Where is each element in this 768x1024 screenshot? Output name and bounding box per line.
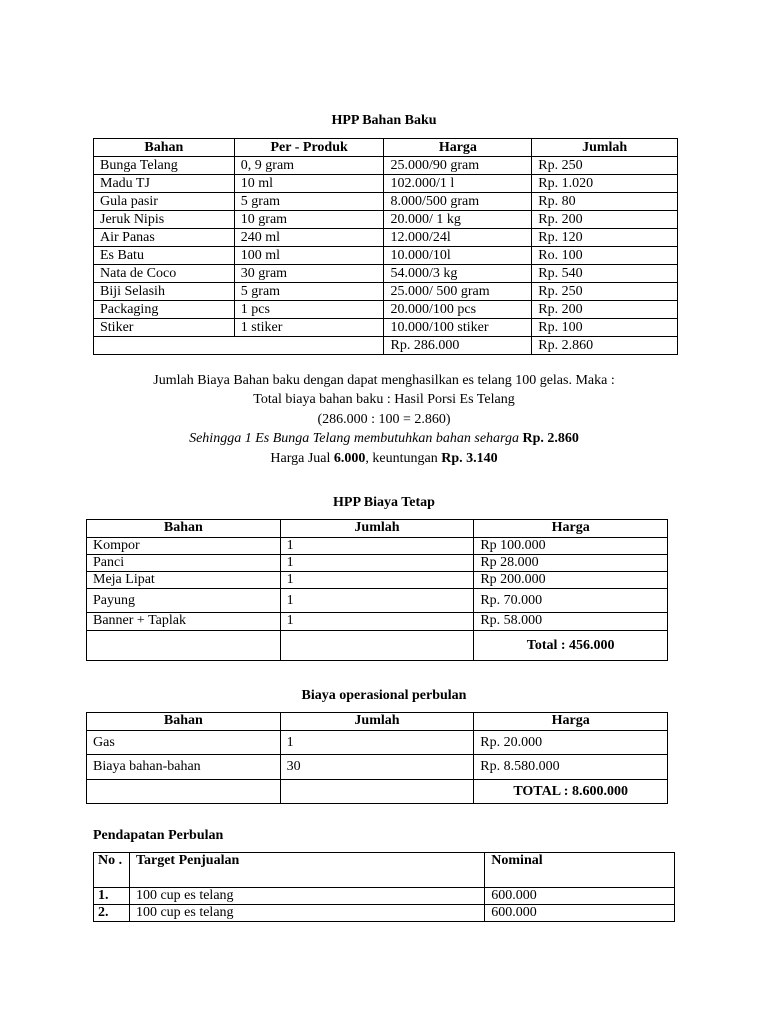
pendapatan-table	[93, 852, 675, 922]
biaya-operasional-table	[86, 712, 668, 804]
cell-harga: Rp. 20.000	[474, 731, 668, 755]
total-harga: Rp. 286.000	[384, 337, 532, 355]
column-header-no: No .	[94, 853, 130, 888]
cell-harga: 25.000/ 500 gram	[384, 283, 532, 301]
table-row	[87, 555, 668, 572]
table-row	[94, 319, 678, 337]
biaya-operasional-title: Biaya operasional perbulan	[301, 688, 467, 703]
cell-bahan: Gula pasir	[94, 193, 235, 211]
table-row	[94, 905, 675, 922]
cell-bahan: Jeruk Nipis	[94, 211, 235, 229]
cell-jumlah: 1	[280, 613, 474, 631]
table-total-row	[87, 780, 668, 804]
keuntungan-label: , keuntungan	[365, 451, 442, 466]
cell-jumlah: Rp. 100	[532, 319, 678, 337]
table-row	[94, 229, 678, 247]
cell-per-produk: 5 gram	[234, 283, 384, 301]
cell-harga: Rp 100.000	[474, 538, 668, 555]
table-total-row	[94, 337, 678, 355]
cell-harga: Rp. 58.000	[474, 613, 668, 631]
cell-jumlah: Rp. 120	[532, 229, 678, 247]
cell-per-produk: 10 gram	[234, 211, 384, 229]
table-row	[87, 755, 668, 780]
hpp-bahan-baku-title: HPP Bahan Baku	[331, 113, 437, 128]
column-header: Bahan	[87, 713, 281, 731]
column-header: Jumlah	[280, 520, 474, 538]
cell-jumlah: Rp. 540	[532, 265, 678, 283]
total-value: TOTAL : 8.600.000	[474, 780, 668, 804]
cell-nominal: 600.000	[485, 888, 675, 905]
cell-jumlah: 1	[280, 572, 474, 589]
cell-harga: 25.000/90 gram	[384, 157, 532, 175]
table-row	[87, 589, 668, 613]
cell-jumlah: 1	[280, 589, 474, 613]
pendapatan-title: Pendapatan Perbulan	[93, 828, 224, 843]
table-row	[94, 283, 678, 301]
cell-bahan: Payung	[87, 589, 281, 613]
cell-harga: 20.000/ 1 kg	[384, 211, 532, 229]
cell-harga: 10.000/10l	[384, 247, 532, 265]
cell-per-produk: 1 pcs	[234, 301, 384, 319]
table-row	[94, 193, 678, 211]
table-header-row	[94, 853, 675, 888]
total-jumlah: Rp. 2.860	[532, 337, 678, 355]
explanation-line-3: (286.000 : 100 = 2.860)	[317, 412, 451, 427]
cell-harga: 54.000/3 kg	[384, 265, 532, 283]
column-header: Bahan	[94, 139, 235, 157]
explanation-line-2: Total biaya bahan baku : Hasil Porsi Es Telang	[253, 392, 515, 407]
cell-jumlah: 1	[280, 555, 474, 572]
table-header-row	[87, 713, 668, 731]
hpp-bahan-baku-table	[93, 138, 678, 355]
table-row	[87, 613, 668, 631]
cell-bahan: Nata de Coco	[94, 265, 235, 283]
explanation-italic-text: Sehingga 1 Es Bunga Telang membutuhkan bahan seharga	[189, 431, 519, 446]
column-header: Nominal	[485, 853, 675, 888]
cell-jumlah: Rp. 200	[532, 211, 678, 229]
cell-jumlah: Rp. 200	[532, 301, 678, 319]
cell-harga: Rp 200.000	[474, 572, 668, 589]
hpp-biaya-tetap-title: HPP Biaya Tetap	[333, 495, 435, 510]
empty-cell	[280, 780, 474, 804]
cell-bahan: Kompor	[87, 538, 281, 555]
cell-harga: 102.000/1 l	[384, 175, 532, 193]
table-row	[87, 538, 668, 555]
cell-jumlah: Ro. 100	[532, 247, 678, 265]
cell-per-produk: 240 ml	[234, 229, 384, 247]
table-row	[94, 157, 678, 175]
cell-bahan: Packaging	[94, 301, 235, 319]
table-header-row	[87, 520, 668, 538]
table-row	[94, 265, 678, 283]
table-row	[87, 572, 668, 589]
column-header: Jumlah	[280, 713, 474, 731]
table-row	[94, 247, 678, 265]
table-row	[94, 211, 678, 229]
empty-cell	[280, 631, 474, 661]
cell-harga: Rp. 8.580.000	[474, 755, 668, 780]
table-row	[87, 731, 668, 755]
cell-jumlah: Rp. 250	[532, 157, 678, 175]
cell-harga: 10.000/100 stiker	[384, 319, 532, 337]
cell-target: 100 cup es telang	[129, 888, 484, 905]
explanation-line-5	[0, 449, 768, 469]
cell-no: 1.	[94, 888, 130, 905]
cell-per-produk: 0, 9 gram	[234, 157, 384, 175]
column-header: Bahan	[87, 520, 281, 538]
cell-bahan: Gas	[87, 731, 281, 755]
cell-bahan: Biji Selasih	[94, 283, 235, 301]
column-header: Jumlah	[532, 139, 678, 157]
cell-no: 2.	[94, 905, 130, 922]
cell-nominal: 600.000	[485, 905, 675, 922]
cell-harga: Rp. 70.000	[474, 589, 668, 613]
cell-jumlah: Rp. 80	[532, 193, 678, 211]
cell-harga: 12.000/24l	[384, 229, 532, 247]
column-header: Per - Produk	[234, 139, 384, 157]
explanation-line-1: Jumlah Biaya Bahan baku dengan dapat menghasilkan es telang 100 gelas. Maka :	[153, 373, 615, 388]
cell-per-produk: 5 gram	[234, 193, 384, 211]
cell-per-produk: 30 gram	[234, 265, 384, 283]
explanation-line-4	[0, 429, 768, 449]
cell-jumlah: 30	[280, 755, 474, 780]
cell-bahan: Banner + Taplak	[87, 613, 281, 631]
table-total-row	[87, 631, 668, 661]
cell-per-produk: 10 ml	[234, 175, 384, 193]
cell-per-produk: 1 stiker	[234, 319, 384, 337]
column-header: Target Penjualan	[129, 853, 484, 888]
cell-bahan: Madu TJ	[94, 175, 235, 193]
cell-bahan: Stiker	[94, 319, 235, 337]
column-header: Harga	[474, 520, 668, 538]
cell-jumlah: 1	[280, 538, 474, 555]
cell-jumlah: 1	[280, 731, 474, 755]
cell-harga: 8.000/500 gram	[384, 193, 532, 211]
cell-bahan: Air Panas	[94, 229, 235, 247]
cell-per-produk: 100 ml	[234, 247, 384, 265]
table-row	[94, 301, 678, 319]
hpp-biaya-tetap-table	[86, 519, 668, 661]
cell-bahan: Bunga Telang	[94, 157, 235, 175]
table-row	[94, 888, 675, 905]
harga-jual-value: 6.000	[333, 451, 366, 466]
harga-jual-label: Harga Jual	[270, 451, 334, 466]
cell-bahan: Meja Lipat	[87, 572, 281, 589]
column-header: Harga	[384, 139, 532, 157]
empty-cell	[87, 780, 281, 804]
empty-cell	[87, 631, 281, 661]
explanation-cost-value: Rp. 2.860	[522, 431, 579, 446]
cell-harga: 20.000/100 pcs	[384, 301, 532, 319]
table-row	[94, 175, 678, 193]
cell-bahan: Biaya bahan-bahan	[87, 755, 281, 780]
cell-bahan: Panci	[87, 555, 281, 572]
cell-bahan: Es Batu	[94, 247, 235, 265]
keuntungan-value: Rp. 3.140	[441, 451, 498, 466]
cell-target: 100 cup es telang	[129, 905, 484, 922]
cell-harga: Rp 28.000	[474, 555, 668, 572]
empty-cell	[94, 337, 384, 355]
table-header-row	[94, 139, 678, 157]
column-header: Harga	[474, 713, 668, 731]
cell-jumlah: Rp. 250	[532, 283, 678, 301]
cell-jumlah: Rp. 1.020	[532, 175, 678, 193]
total-value: Total : 456.000	[474, 631, 668, 661]
